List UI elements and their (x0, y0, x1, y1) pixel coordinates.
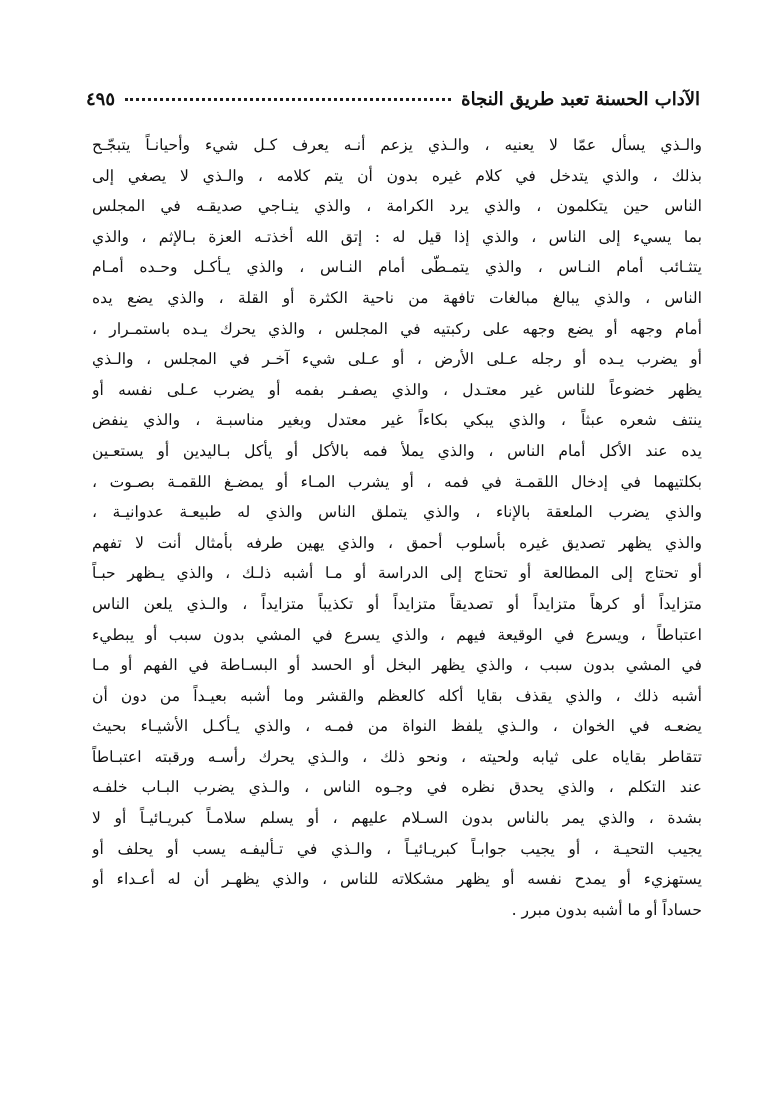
text-line-18: في المشي بدون سبب ، والذي يظهر البخل أو الحسد أو البسـاطة في الفهم أو مـا (92, 656, 702, 675)
text-line-6: الناس ، والذي يبالغ مبالغات تافهة من ناحية الكثرة أو القلة ، والذي يضع يده (92, 288, 702, 307)
text-line-23: بشدة ، والذي يمر بالناس بدون السـلام عليهم ، أو يسلم سلامـاً كبريـائيـاً أو لا (92, 809, 702, 828)
text-line-16: متزايداً أو كرهاً متزايداً أو تصديقاً متزايداً أو تكذيباً متزايداً ، والـذي يلعن الناس (92, 594, 702, 613)
text-line-1: والـذي يسأل عمّا لا يعنيه ، والـذي يزعم أنـه يعرف كـل شيء وأحيانـاً يتبجّـح (92, 136, 702, 154)
text-line-8: أو يضرب يـده أو رجله عـلى الأرض ، أو عـلى شيء آخـر في المجلس ، والـذي (92, 350, 702, 369)
text-line-19: أشبه ذلك ، والذي يقذف بقايا أكله كالعظم والقشر وما أشبه بعيـداً من دون أن (92, 686, 702, 705)
text-line-21: تتقاطر بقاياه على ثيابه ولحيته ، ونحو ذلك ، والـذي يحرك رأسـه ورقبته اعتبـاطاً (92, 747, 702, 766)
text-line-2: بذلك ، والذي يتدخل في كلام غيره بدون أن يتم كلامه ، والـذي لا يصغي إلى (92, 166, 702, 185)
text-line-24: يجيب التحيـة ، أو يجيب جوابـاً كبريـائيـاً ، والـذي في تـأليفـه يسب أو يحلف أو (92, 839, 702, 858)
text-line-12: بكلتيهما في إدخال اللقمـة في فمه ، أو يشرب المـاء أو يمضـغ اللقمـة بصـوت ، (92, 472, 702, 491)
text-line-7: أمام وجهه أو يضع وجهه على ركبتيه في المجلس ، والذي يحرك يـده باستمـرار ، (92, 319, 702, 338)
text-line-14: والذي يظهر تصديق غيره بأسلوب أحمق ، والذي يهين طرفه بأمثال أنت لا تفهم (92, 533, 702, 552)
text-line-17: اعتباطاً ، ويسرع في الوقيعة فيهم ، والذي يسرع في المشي بدون سبب أو يبطيء (92, 625, 702, 644)
text-line-11: يده عند الأكل أمام الناس ، والذي يملأ فمه بالأكل أو يأكل بـاليدين أو يستعـين (92, 441, 702, 460)
text-line-13: والذي يضرب الملعقة بالإناء ، والذي يتملق الناس والذي له طبيعـة عدوانيـة ، (92, 503, 702, 522)
text-line-5: يتثـائب أمام النـاس ، والذي يتمـطّى أمام النـاس ، والذي يـأكـل وحـده أمـام (92, 258, 702, 277)
text-line-26: حساداً أو ما أشبه بدون مبرر . (511, 900, 702, 919)
text-line-3: الناس حين يتكلمون ، والذي يرد الكرامة ، والذي ينـاجي صديقـه في المجلس (92, 197, 702, 216)
text-line-25: يستهزيء أو يمدح نفسه أو يظهر مشكلاته للناس ، والذي يظهـر أن له أعـداء أو (92, 870, 702, 889)
running-header (86, 82, 700, 116)
body-paragraph (92, 130, 702, 925)
text-line-10: ينتف شعره عبثاً ، والذي يبكي بكاءاً غير معتدل وبغير مناسبـة ، والذي ينفض (92, 411, 702, 430)
header-dot-leader (125, 98, 451, 101)
header-title: الآداب الحسنة تعبد طريق النجاة (461, 88, 700, 110)
text-line-15: أو تحتاج إلى المطالعة أو تحتاج إلى الدراسة أو مـا أشبه ذلـك ، والذي يـظهر حبـاً (92, 564, 702, 583)
text-line-9: يظهر خضوعاً للناس غير معتـدل ، والذي يصفـر بفمه أو يضرب عـلى نفسه أو (92, 380, 702, 399)
text-line-4: بما يسيء إلى الناس ، والذي إذا قيل له : إتق الله أخذتـه العزة بـالإثم ، والذي (92, 227, 702, 246)
text-line-20: يضعـه في الخوان ، والـذي يلفظ النواة من فمـه ، والذي يـأكـل الأشيـاء بحيث (92, 717, 702, 736)
text-line-22: عند التكلم ، والذي يحدق نظره في وجـوه الناس ، والـذي يضرب البـاب خلفـه (92, 778, 702, 797)
page-number: ٤٩٥ (86, 88, 116, 110)
